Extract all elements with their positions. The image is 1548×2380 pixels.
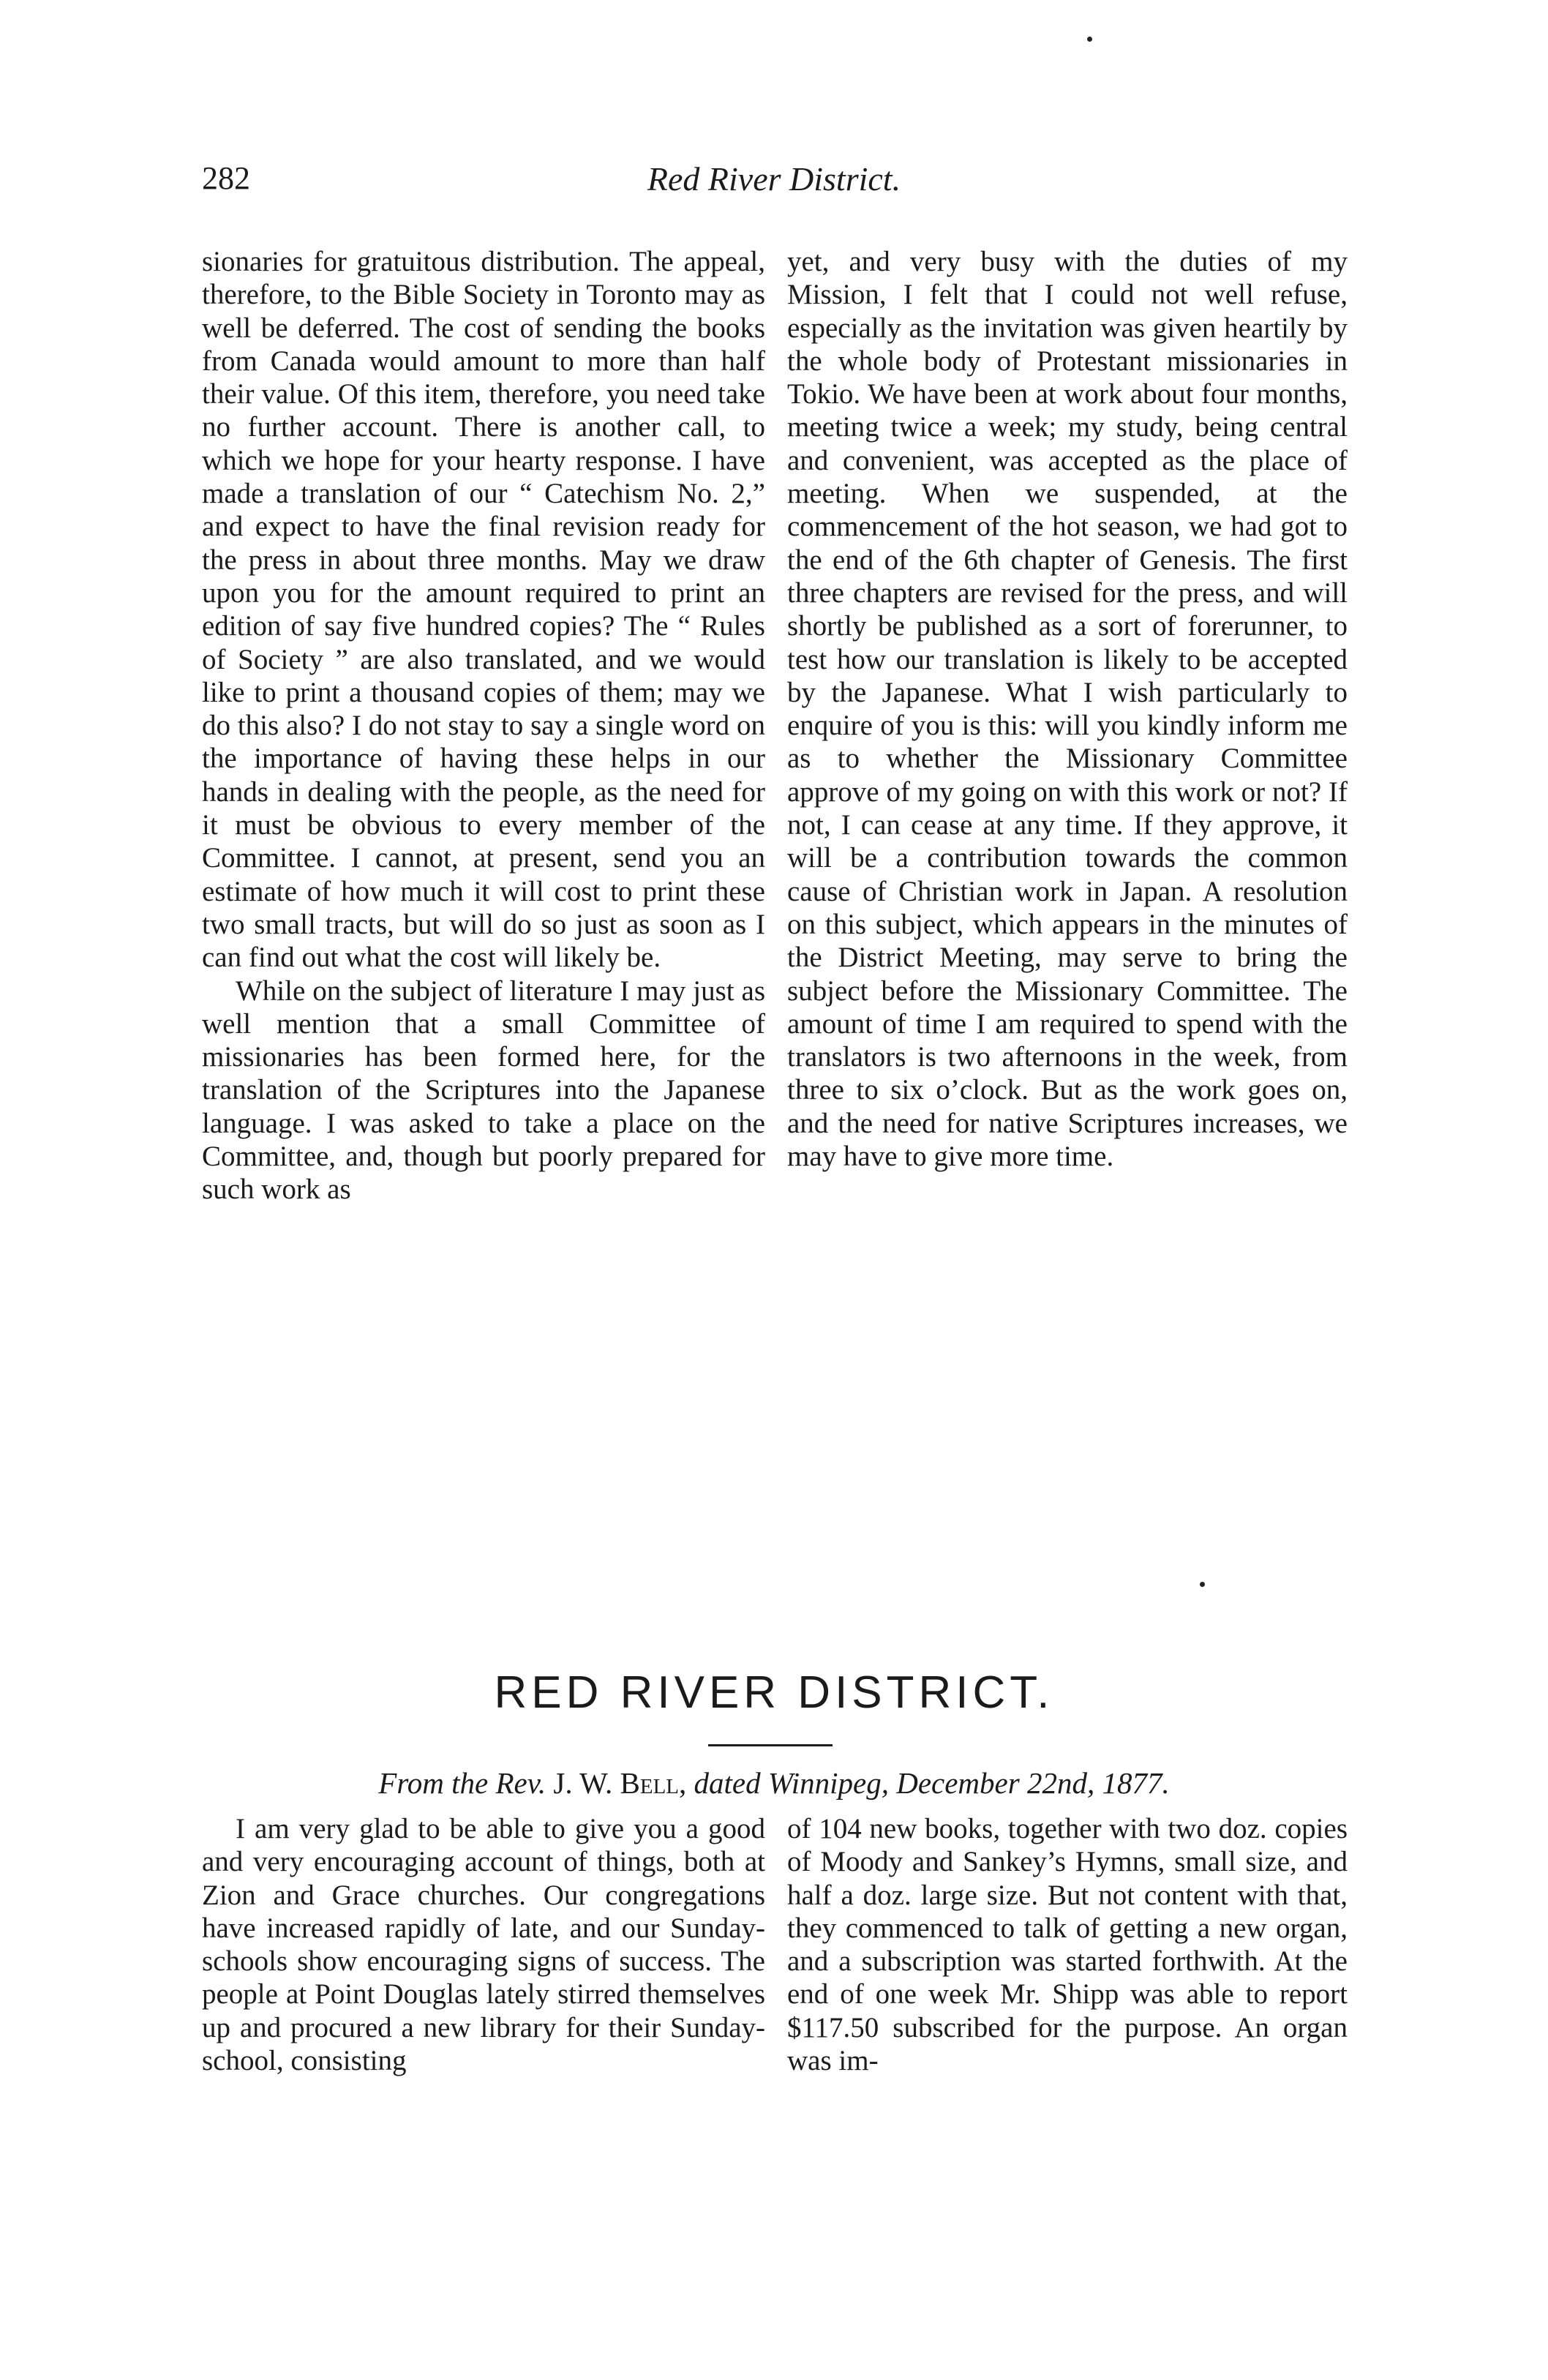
page-speck-mid	[1200, 1582, 1205, 1587]
page-speck-top	[1087, 37, 1092, 42]
paragraph: sionaries for gratuitous distribution. The appeal, therefore, to the Bible Society in Toronto may as well be deferred. The cost of sending the books from Canada would amount to more than half their value. Of this item, therefore, you need take no further account. There is another call, to which we hope for your hearty response. I have made a translation of our “ Catechism No. 2,” and expect to have the final revision ready for the press in about three months. May we draw upon you for the amount required to print an edition of say five hundred copies? The “ Rules of Society ” are also translated, and we would like to print a thousand copies of them; may we do this also? I do not stay to say a single word on the importance of having these helps in our hands in dealing with the people, as the need for it must be obvious to every member of the Committee. I cannot, at present, send you an estimate of how much it will cost to print these two small tracts, but will do so just as soon as I can find out what the cost will likely be.	[202, 246, 765, 974]
byline-name: J. W. Bell,	[553, 1766, 687, 1800]
top-left-column	[202, 245, 765, 1206]
title-rule	[708, 1744, 833, 1746]
byline-rest: dated Winnipeg, December 22nd, 1877.	[694, 1766, 1170, 1800]
paragraph: While on the subject of literature I may just as well mention that a small Committee of missionaries has been formed here, for the translation of the Scriptures into the Japanese language. I was asked to take a place on the Committee, and, though but poorly prepared for such work as	[202, 975, 765, 1206]
byline-from: From the Rev.	[378, 1766, 546, 1800]
page-number: 282	[202, 160, 250, 196]
bottom-right-column	[787, 1812, 1348, 2077]
byline	[0, 1765, 1548, 1801]
top-right-column	[787, 245, 1348, 1173]
paragraph: yet, and very busy with the duties of my Mission, I felt that I could not well refuse, especially as the invitation was given heartily by the whole body of Protestant missionaries in Tokio. We have been at work about four months, meeting twice a week; my study, being central and convenient, was accepted as the place of meeting. When we suspended, at the commencement of the hot season, we had got to the end of the 6th chapter of Genesis. The first three chapters are revised for the press, and will shortly be published as a sort of forerunner, to test how our translation is likely to be accepted by the Japanese. What I wish particularly to enquire of you is this: will you kindly inform me as to whether the Missionary Committee approve of my going on with this work or not? If not, I can cease at any time. If they approve, it will be a contribution towards the common cause of Christian work in Japan. A resolution on this subject, which appears in the minutes of the District Meeting, may serve to bring the subject before the Missionary Committee. The amount of time I am required to spend with the translators is two afternoons in the week, from three to six o’clock. But as the work goes on, and the need for native Scriptures increases, we may have to give more time.	[787, 246, 1348, 1173]
paragraph: I am very glad to be able to give you a good and very encouraging account of things, both at Zion and Grace churches. Our congregations have increased rapidly of late, and our Sunday-schools show encouraging signs of success. The people at Point Douglas lately stirred themselves up and procured a new library for their Sunday-school, consisting	[202, 1813, 765, 2077]
running-head: Red River District.	[647, 160, 901, 198]
bottom-left-column	[202, 1812, 765, 2077]
paragraph: of 104 new books, together with two doz. copies of Moody and Sankey’s Hymns, small size, and half a doz. large size. But not content with that, they commenced to talk of getting a new organ, and a subscription was started forthwith. At the end of one week Mr. Shipp was able to report $117.50 subscribed for the purpose. An organ was im-	[787, 1813, 1348, 2077]
section-title: RED RIVER DISTRICT.	[494, 1667, 1054, 1718]
